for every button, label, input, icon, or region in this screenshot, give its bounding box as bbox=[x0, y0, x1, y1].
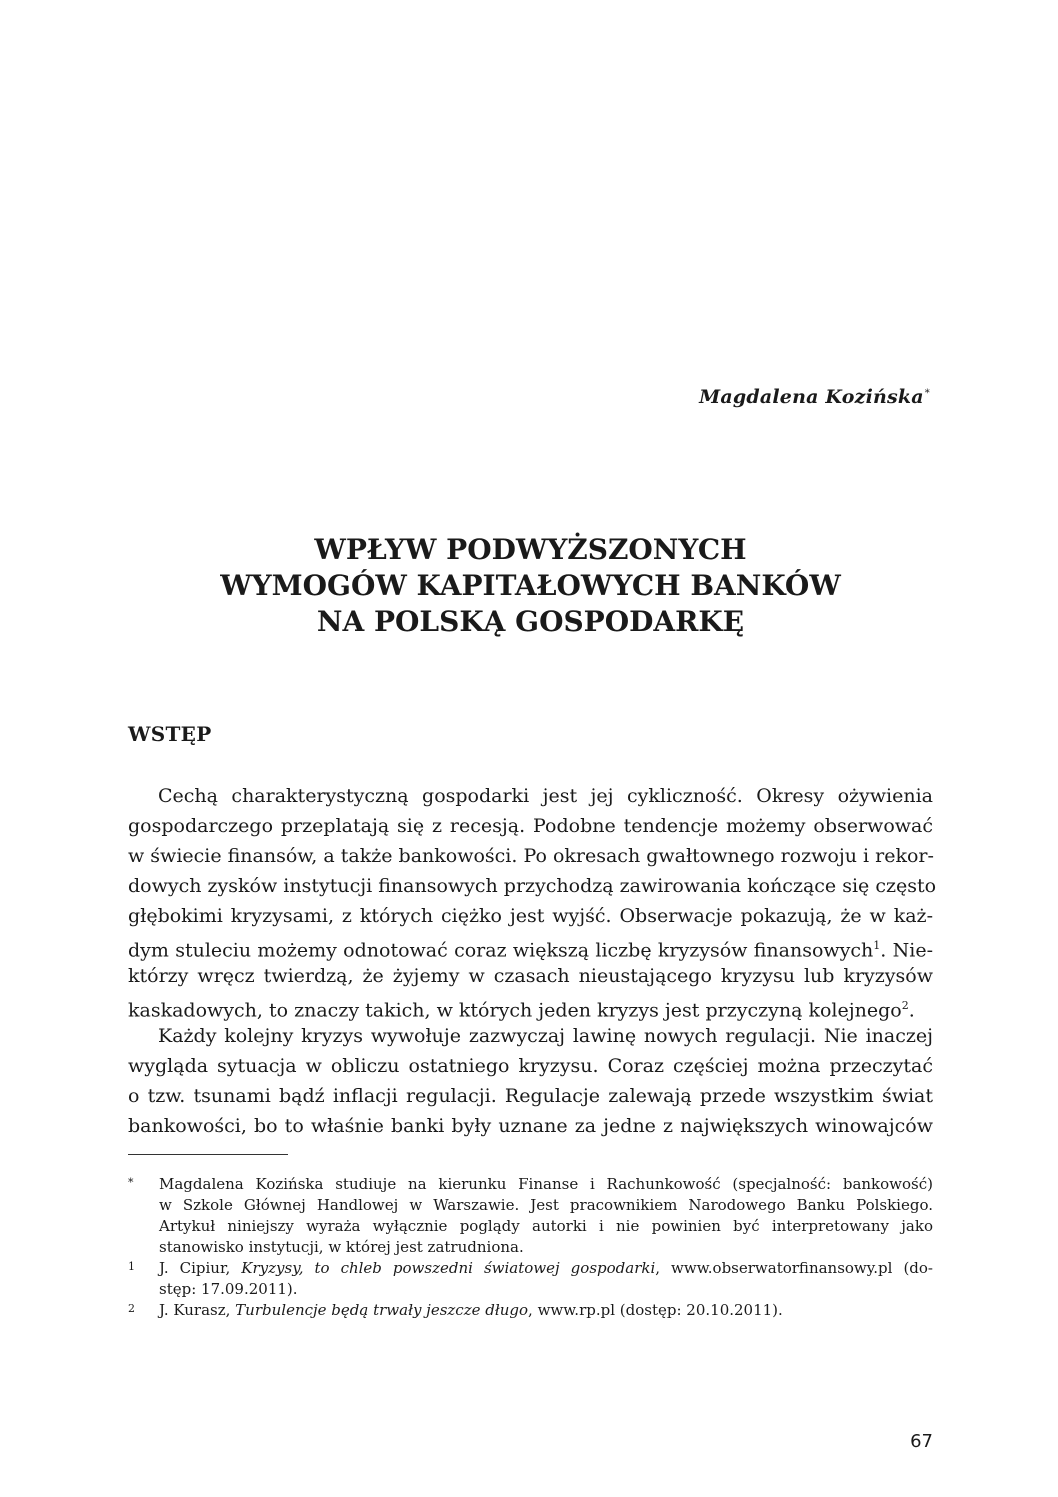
body-line: Każdy kolejny kryzys wywołuje zazwyczaj lawinę nowych regulacji. Nie inaczej bbox=[158, 1025, 933, 1047]
footnote-2 bbox=[128, 1300, 933, 1321]
body-line bbox=[128, 931, 933, 961]
footnote-mark: 2 bbox=[128, 1302, 135, 1315]
body-line: Cechą charakterystyczną gospodarki jest jej cykliczność. Okresy ożywienia bbox=[158, 785, 933, 807]
author-name bbox=[699, 386, 930, 408]
footnote-line: stęp: 17.09.2011). bbox=[159, 1280, 298, 1298]
footnote-line: Magdalena Kozińska studiuje na kierunku Finanse i Rachunkowość (specjalność: bankowość) bbox=[159, 1175, 933, 1193]
body-line-text: Nie- bbox=[892, 939, 933, 962]
body-line-dot: . bbox=[908, 999, 915, 1022]
body-line: dowych zysków instytucji finansowych przychodzą zawirowania kończące się często bbox=[128, 875, 937, 897]
body-line bbox=[128, 991, 933, 1021]
footnote-line: Artykuł niniejszy wyraża wyłącznie poglądy autorki i nie powinien być interpretowany jako bbox=[159, 1217, 933, 1235]
body-line: gospodarczego przeplatają się z recesją. Podobne tendencje możemy obserwować bbox=[128, 815, 933, 837]
footnote-author bbox=[128, 1174, 933, 1258]
footnote-text: , www.obserwatorfinansowy.pl (do- bbox=[655, 1259, 933, 1277]
footnote-mark: 1 bbox=[128, 1260, 135, 1273]
footnote-cited-title: Turbulencje będą trwały jeszcze długo bbox=[235, 1301, 529, 1319]
body-line: którzy wręcz twierdzą, że żyjemy w czasach nieustającego kryzysu lub kryzysów bbox=[128, 965, 933, 987]
body-line: głębokimi kryzysami, z których ciężko jest wyjść. Obserwacje pokazują, że w każ- bbox=[128, 905, 933, 927]
footnote-ref-2: 2 bbox=[901, 999, 909, 1012]
footnote-separator bbox=[128, 1154, 288, 1155]
body-line-text: kaskadowych, to znaczy takich, w których jeden kryzys jest przyczyną kolejnego bbox=[128, 999, 902, 1022]
footnote-ref-1: 1 bbox=[873, 939, 881, 952]
footnote-1 bbox=[128, 1258, 933, 1300]
footnote-line bbox=[159, 1300, 933, 1321]
page-number: 67 bbox=[910, 1431, 933, 1452]
footnote-text: J. Cipiur, bbox=[159, 1259, 242, 1277]
footnote-line bbox=[159, 1258, 933, 1279]
body-line-dot: . bbox=[880, 939, 887, 962]
footnotes bbox=[128, 1174, 933, 1321]
author-footnote-mark: * bbox=[924, 387, 930, 399]
title-line-1: WPŁYW PODWYŻSZONYCH bbox=[314, 533, 747, 566]
footnote-mark: * bbox=[128, 1176, 134, 1189]
footnote-text: J. Kurasz, bbox=[159, 1301, 236, 1319]
section-heading: WSTĘP bbox=[128, 722, 212, 746]
author-name-text: Magdalena Kozińska bbox=[699, 386, 924, 408]
footnote-cited-title: Kryzysy, to chleb powszedni światowej gospodarki bbox=[241, 1259, 656, 1277]
footnote-text: , www.rp.pl (dostęp: 20.10.2011). bbox=[528, 1301, 783, 1319]
body-line-text: dym stuleciu możemy odnotować coraz większą liczbę kryzysów finansowych bbox=[128, 939, 874, 962]
footnote-line: w Szkole Głównej Handlowej w Warszawie. Jest pracownikiem Narodowego Banku Polskiego. bbox=[159, 1196, 933, 1214]
footnote-line: stanowisko instytucji, w której jest zatrudniona. bbox=[159, 1238, 524, 1256]
article-title bbox=[128, 532, 933, 640]
title-line-3: NA POLSKĄ GOSPODARKĘ bbox=[316, 605, 745, 638]
body-line: bankowości, bo to właśnie banki były uznane za jedne z największych winowajców bbox=[128, 1115, 933, 1137]
title-line-2: WYMOGÓW KAPITAŁOWYCH BANKÓW bbox=[220, 569, 841, 602]
body-line: w świecie finansów, a także bankowości. Po okresach gwałtownego rozwoju i rekor- bbox=[128, 845, 934, 867]
body-line: wygląda sytuacja w obliczu ostatniego kryzysu. Coraz częściej można przeczytać bbox=[128, 1055, 933, 1077]
body-line: o tzw. tsunami bądź inflacji regulacji. Regulacje zalewają przede wszystkim świat bbox=[128, 1085, 933, 1107]
body-text bbox=[128, 781, 937, 1141]
